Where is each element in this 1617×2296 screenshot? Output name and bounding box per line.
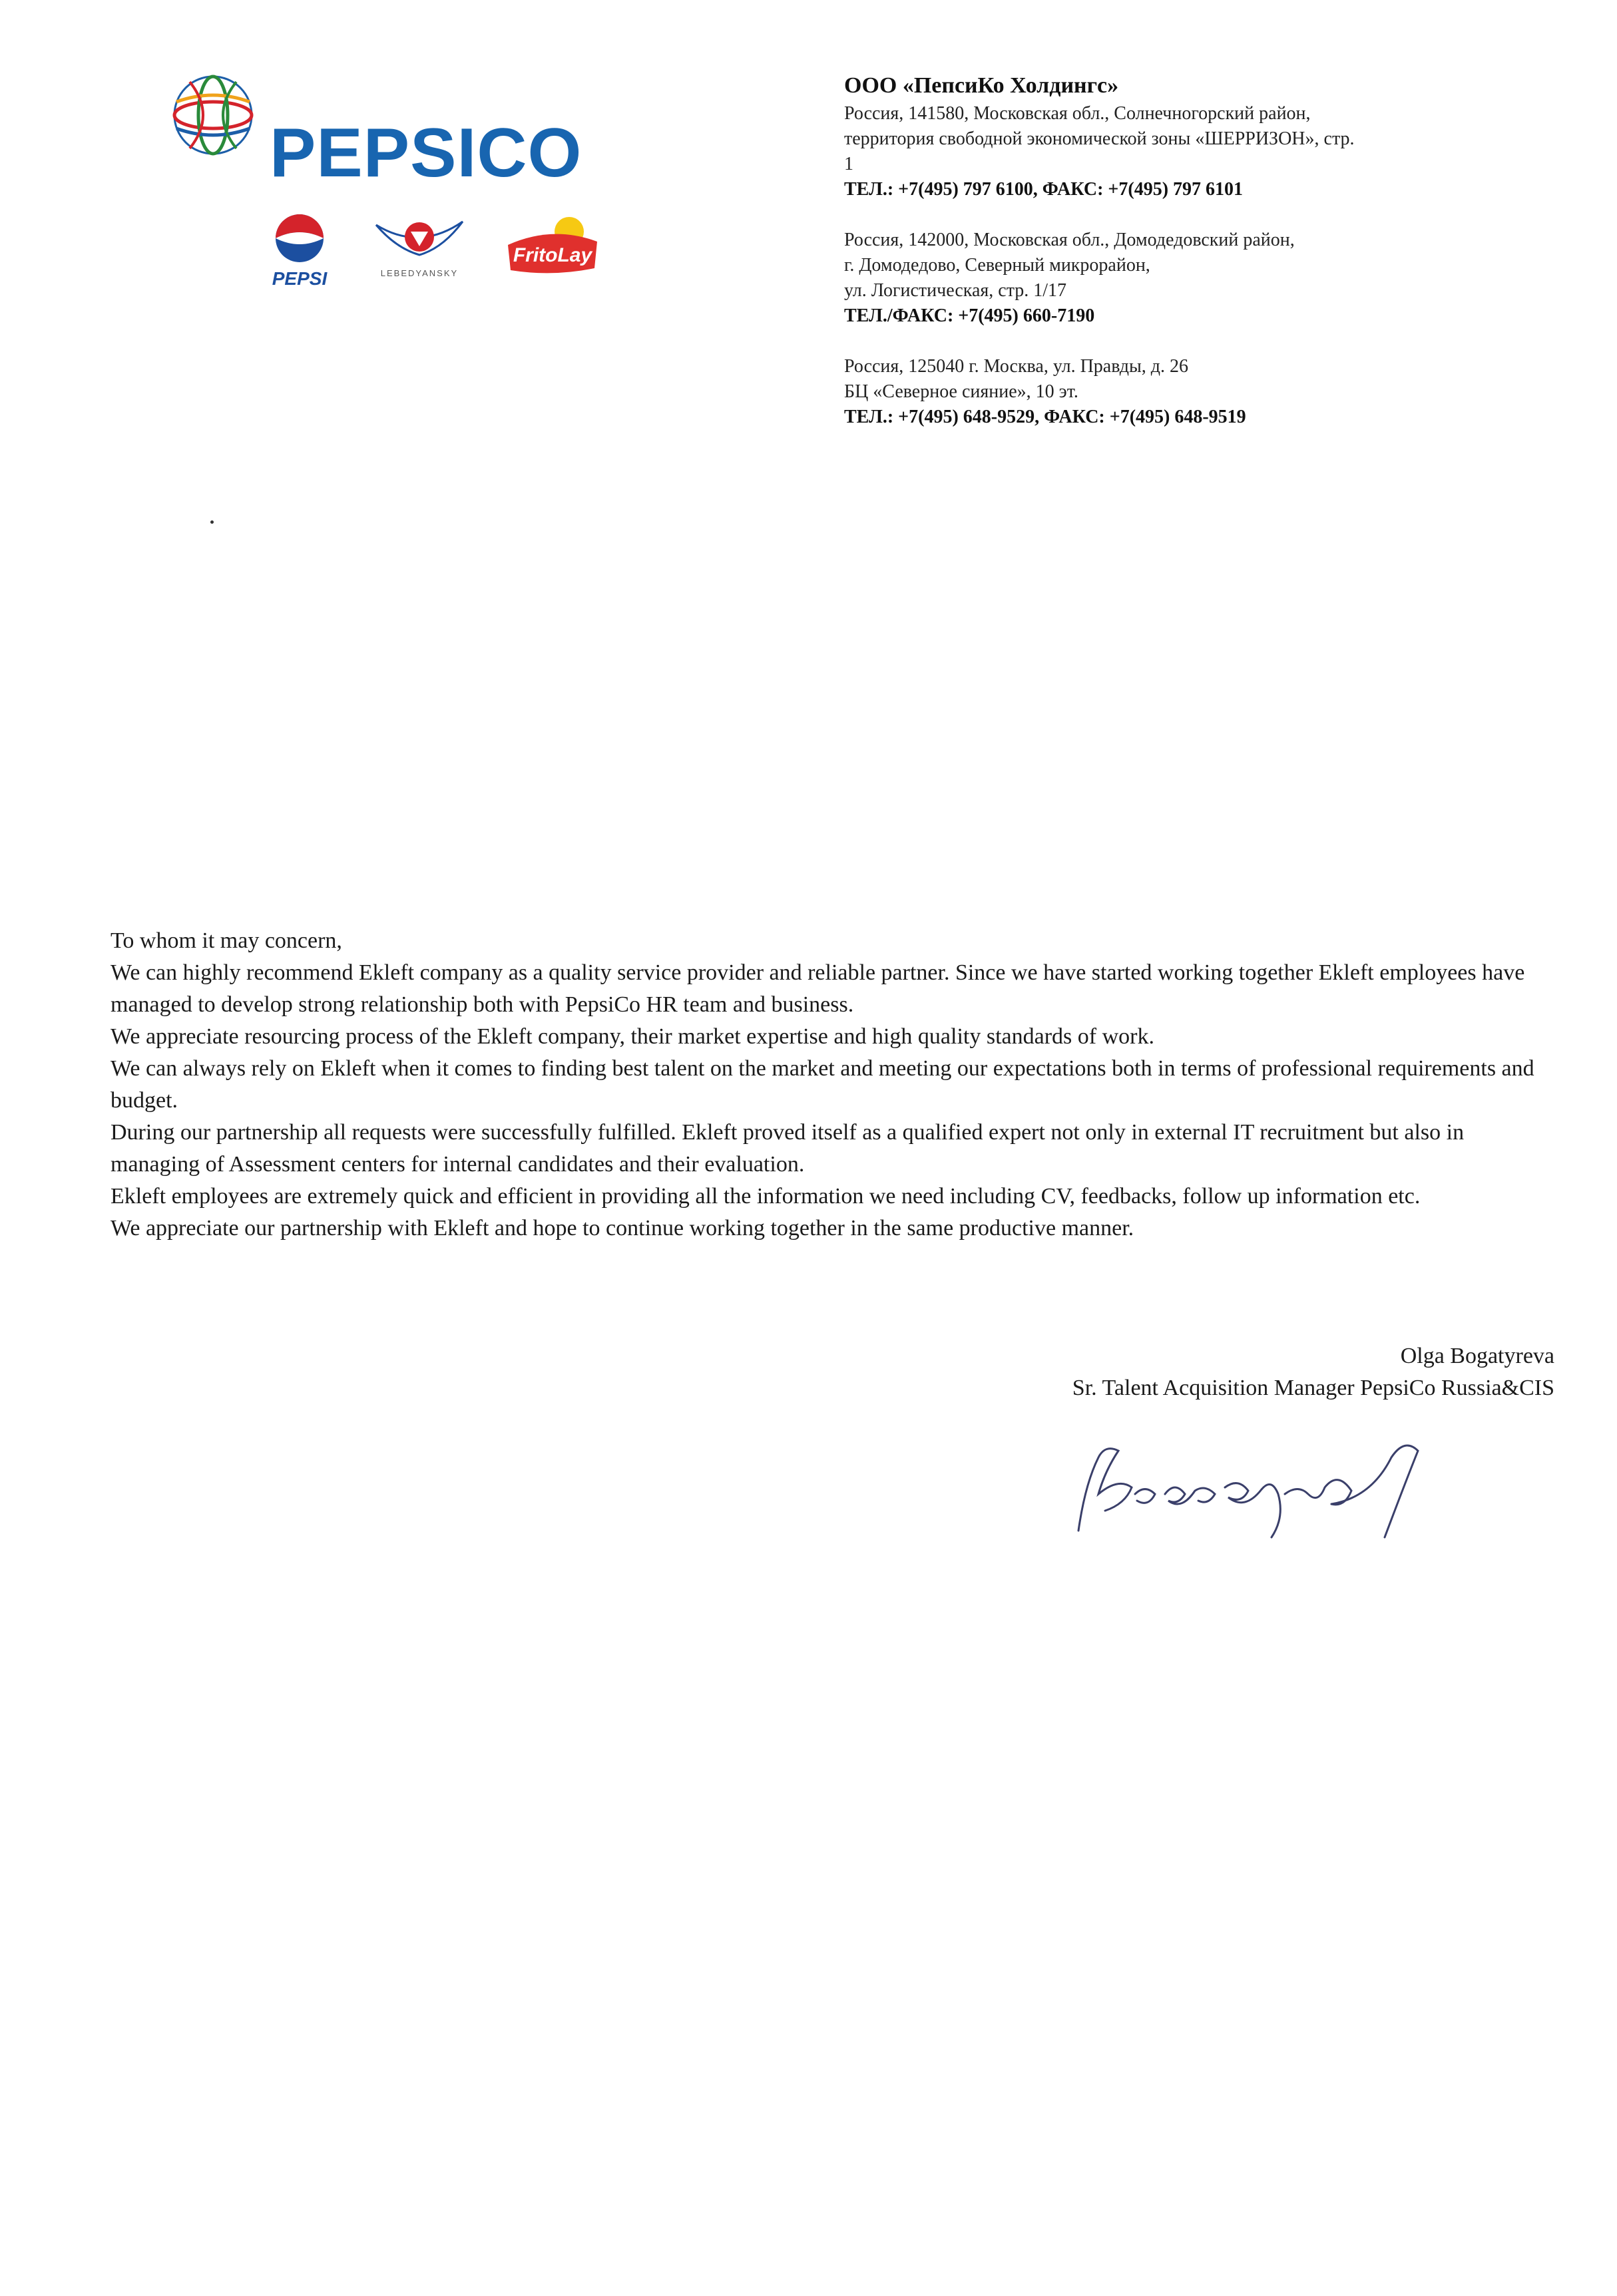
pepsi-globe-icon: [273, 212, 326, 265]
address-line: территория свободной экономической зоны «ШЕРРИЗОН», стр.: [844, 128, 1355, 149]
brand-fritolay: [503, 212, 602, 282]
address-contact: ТЕЛ./ФАКС: +7(495) 660-7190: [844, 305, 1095, 326]
letter-greeting: To whom it may concern,: [111, 928, 342, 953]
signatory-name: Olga Bogatyreva: [1400, 1344, 1554, 1368]
company-header: [844, 73, 1483, 455]
address-line: г. Домодедово, Северный микрорайон,: [844, 255, 1150, 276]
pepsico-logo: [170, 72, 636, 291]
handwritten-signature: [1058, 1431, 1445, 1544]
letter-paragraph: We can always rely on Ekleft when it comes to finding best talent on the market and meeting our expectations both in terms of professional requirements and budget.: [111, 1056, 1534, 1113]
address-block: [844, 354, 1483, 430]
address-contact: ТЕЛ.: +7(495) 797 6100, ФАКС: +7(495) 797 6101: [844, 179, 1244, 200]
brand-pepsi-label: PEPSI: [272, 268, 328, 289]
brand-fritolay-label: FritoLay: [513, 244, 592, 266]
scan-speck: [210, 520, 214, 524]
address-line: БЦ «Северное сияние», 10 эт.: [844, 381, 1078, 402]
letter-paragraph: During our partnership all requests were successfully fulfilled. Ekleft proved itself as a qualified expert not only in external IT recruitment but also in managing of Assessment centers for internal candidates and their evaluation.: [111, 1120, 1465, 1177]
address-line: Россия, 141580, Московская обл., Солнечногорский район,: [844, 103, 1311, 124]
address-block: [844, 228, 1483, 329]
letter-paragraph: We appreciate our partnership with Ekleft and hope to continue working together in the same productive manner.: [111, 1216, 1134, 1241]
pepsico-wordmark: PEPSICO: [270, 114, 582, 192]
letter-paragraph: We can highly recommend Ekleft company as a quality service provider and reliable partner. Since we have started working together Ekleft employees have managed to develop strong relationship both with PepsiCo HR team and business.: [111, 960, 1525, 1017]
signatory-block: [756, 1340, 1554, 1404]
company-name: ООО «ПепсиКо Холдингс»: [844, 73, 1119, 98]
signatory-title: Sr. Talent Acquisition Manager PepsiCo Russia&CIS: [1072, 1376, 1554, 1400]
letter-body: [111, 925, 1542, 1244]
address-line: 1: [844, 154, 853, 174]
lebedyansky-bird-icon: [369, 212, 469, 265]
brand-lebedyansky: [366, 212, 473, 278]
brand-pepsi: [263, 212, 336, 289]
address-block: [844, 101, 1483, 202]
address-contact: ТЕЛ.: +7(495) 648-9529, ФАКС: +7(495) 648-9519: [844, 407, 1246, 427]
letter-paragraph: We appreciate resourcing process of the Ekleft company, their market expertise and high quality standards of work.: [111, 1024, 1154, 1049]
address-line: ул. Логистическая, стр. 1/17: [844, 280, 1067, 301]
pepsico-globe-icon: [170, 72, 256, 158]
fritolay-sun-icon: [503, 212, 602, 278]
address-line: Россия, 125040 г. Москва, ул. Правды, д. 26: [844, 356, 1189, 377]
brand-lebedyansky-label: LEBEDYANSKY: [380, 268, 459, 278]
letter-paragraph: Ekleft employees are extremely quick and efficient in providing all the information we need including CV, feedbacks, follow up information etc.: [111, 1184, 1421, 1209]
address-line: Россия, 142000, Московская обл., Домодедовский район,: [844, 230, 1295, 250]
